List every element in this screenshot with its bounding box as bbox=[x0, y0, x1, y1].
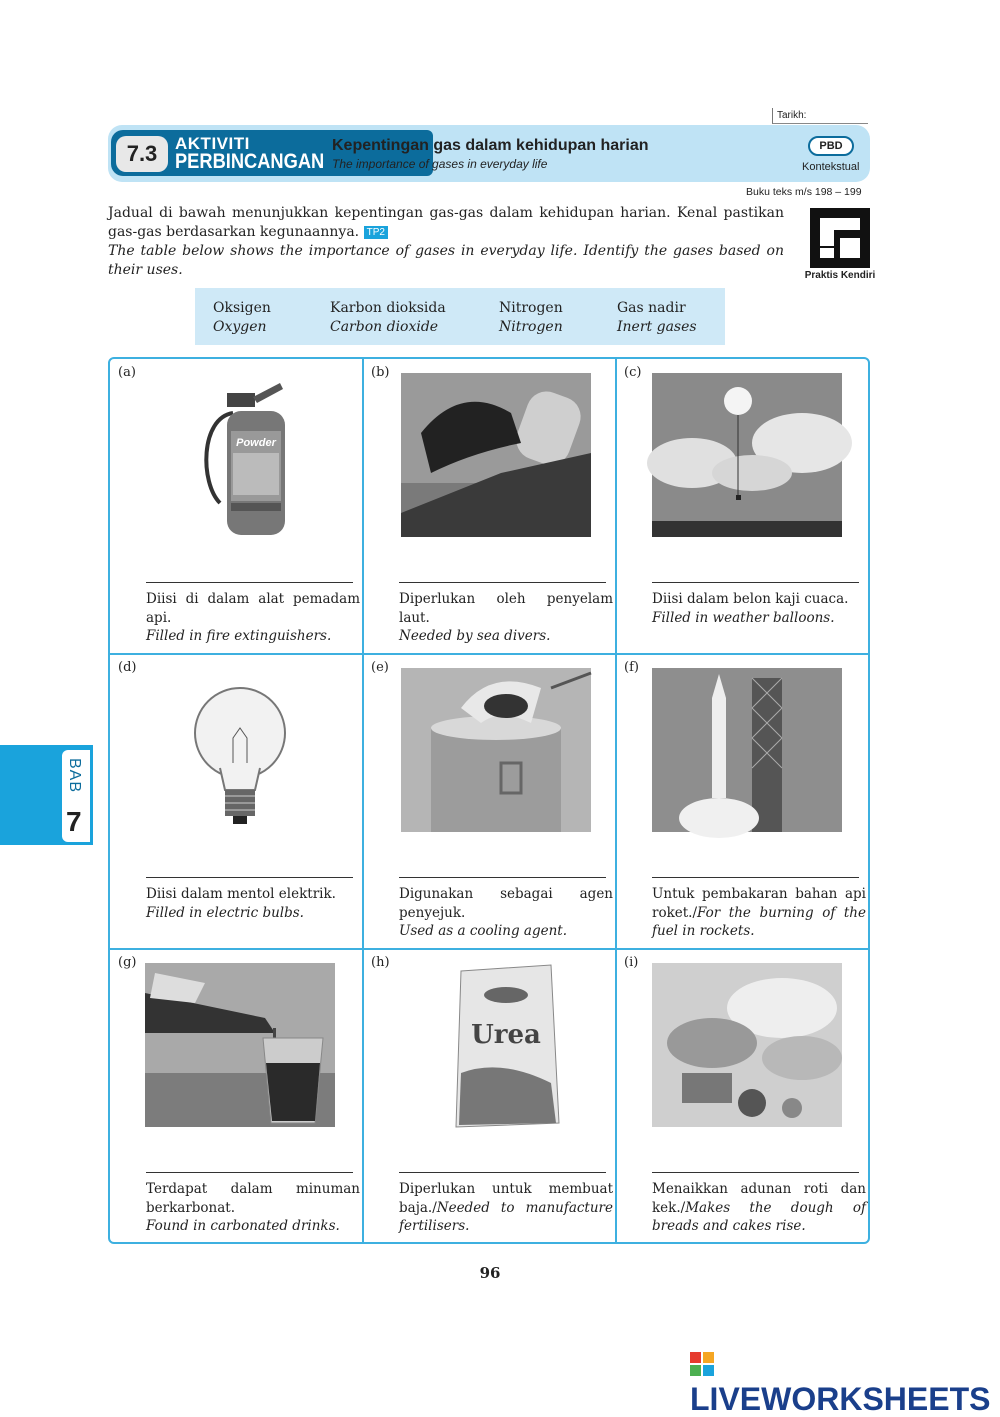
answer-line[interactable] bbox=[652, 1172, 859, 1174]
answer-input[interactable] bbox=[399, 561, 606, 581]
table-cell bbox=[363, 654, 616, 949]
table-cell bbox=[110, 359, 363, 654]
use-description: Untuk pembakaran bahan api roket./For the burning of the fuel in rockets. bbox=[652, 886, 866, 939]
item-label: (e) bbox=[371, 660, 389, 675]
table-cell bbox=[110, 949, 363, 1244]
table-cell bbox=[363, 359, 616, 654]
answer-input[interactable] bbox=[146, 856, 353, 876]
date-field: Tarikh: bbox=[772, 108, 868, 124]
chapter-label: BAB bbox=[66, 758, 83, 794]
instructions-en: The table below shows the importance of gases in everyday life. Identify the gases based on their uses. bbox=[108, 243, 784, 278]
use-description: Diisi dalam belon kaji cuaca. Filled in weather balloons. bbox=[652, 591, 849, 626]
item-label: (f) bbox=[624, 660, 639, 675]
item-label: (h) bbox=[371, 955, 390, 970]
chapter-number: 7 bbox=[66, 806, 82, 837]
textbook-reference: Buku teks m/s 198 – 199 bbox=[746, 186, 862, 198]
use-description: Diisi dalam mentol elektrik. Filled in electric bulbs. bbox=[146, 886, 336, 921]
answer-line[interactable] bbox=[652, 582, 859, 584]
rocket-launch-photo bbox=[652, 668, 842, 832]
answer-input[interactable] bbox=[399, 856, 606, 876]
item-label: (a) bbox=[118, 365, 136, 380]
activity-banner bbox=[108, 125, 870, 182]
kontekstual-label: Kontekstual bbox=[802, 161, 860, 173]
activity-line1: AKTIVITI bbox=[175, 134, 250, 153]
table-cell bbox=[363, 949, 616, 1244]
answer-input[interactable] bbox=[652, 1151, 859, 1171]
svg-text:Powder: Powder bbox=[236, 437, 276, 449]
answer-line[interactable] bbox=[399, 877, 606, 879]
answer-line[interactable] bbox=[146, 582, 353, 584]
activity-line2: PERBINCANGAN bbox=[175, 150, 325, 173]
soda-pour-photo bbox=[145, 963, 335, 1127]
gas-option: Nitrogen Nitrogen bbox=[499, 300, 563, 335]
instructions-ms: Jadual di bawah menunjukkan kepentingan gas-gas dalam kehidupan harian. Kenal pastikan gas-gas berdasarkan kegunaannya. bbox=[108, 205, 784, 240]
use-description: Digunakan sebagai agen penyejuk. Used as a cooling agent. bbox=[399, 886, 613, 939]
liveworksheets-icon bbox=[690, 1352, 714, 1376]
pbd-badge: PBD bbox=[808, 136, 854, 156]
use-description: Menaikkan adunan roti dan kek./Makes the dough of breads and cakes rise. bbox=[652, 1181, 866, 1234]
table-cell bbox=[110, 654, 363, 949]
table-cell bbox=[616, 359, 869, 654]
urea-bag-photo bbox=[401, 963, 591, 1127]
liveworksheets-logo: LIVEWORKSHEETS bbox=[690, 1345, 1000, 1381]
bread-and-cakes-photo bbox=[652, 963, 842, 1127]
item-label: (b) bbox=[371, 365, 390, 380]
page-number: 96 bbox=[479, 1264, 501, 1282]
gas-option: Gas nadir Inert gases bbox=[617, 300, 697, 335]
answer-line[interactable] bbox=[399, 1172, 606, 1174]
tp-badge: TP2 bbox=[364, 226, 388, 239]
svg-text:Urea: Urea bbox=[471, 1020, 541, 1050]
instructions bbox=[108, 204, 784, 280]
answer-line[interactable] bbox=[652, 877, 859, 879]
cooling-container-photo bbox=[401, 668, 591, 832]
table-cell bbox=[616, 949, 869, 1244]
light-bulb-photo bbox=[145, 668, 335, 832]
item-label: (i) bbox=[624, 955, 639, 970]
activity-number: 7.3 bbox=[116, 136, 168, 172]
uses-table bbox=[108, 357, 870, 1244]
gas-option: Karbon dioksida Carbon dioxide bbox=[330, 300, 446, 335]
gas-option: Oksigen Oxygen bbox=[213, 300, 271, 335]
answer-line[interactable] bbox=[399, 582, 606, 584]
answer-input[interactable] bbox=[399, 1151, 606, 1171]
use-description: Terdapat dalam minuman berkarbonat. Found in carbonated drinks. bbox=[146, 1181, 360, 1234]
activity-title: Kepentingan gas dalam kehidupan harian bbox=[332, 137, 649, 154]
use-description: Diperlukan oleh penyelam laut. Needed by sea divers. bbox=[399, 591, 613, 644]
answer-input[interactable] bbox=[146, 1151, 353, 1171]
item-label: (g) bbox=[118, 955, 137, 970]
answer-input[interactable] bbox=[146, 561, 353, 581]
answer-input[interactable] bbox=[652, 856, 859, 876]
use-description: Diisi di dalam alat pemadam api. Filled in fire extinguishers. bbox=[146, 591, 360, 644]
answer-input[interactable] bbox=[652, 561, 859, 581]
gas-options-box bbox=[195, 288, 725, 345]
answer-line[interactable] bbox=[146, 1172, 353, 1174]
item-label: (c) bbox=[624, 365, 642, 380]
table-cell bbox=[616, 654, 869, 949]
praktis-kendiri-label: Praktis Kendiri bbox=[804, 270, 876, 281]
fire-extinguisher-photo bbox=[145, 373, 335, 537]
chapter-tab bbox=[0, 745, 93, 845]
qr-code-icon[interactable] bbox=[810, 208, 870, 268]
use-description: Diperlukan untuk membuat baja./Needed to manufacture fertilisers. bbox=[399, 1181, 613, 1234]
scuba-tank-photo bbox=[401, 373, 591, 537]
answer-line[interactable] bbox=[146, 877, 353, 879]
weather-balloon-photo bbox=[652, 373, 842, 537]
activity-subtitle: The importance of gases in everyday life bbox=[332, 157, 548, 171]
item-label: (d) bbox=[118, 660, 137, 675]
